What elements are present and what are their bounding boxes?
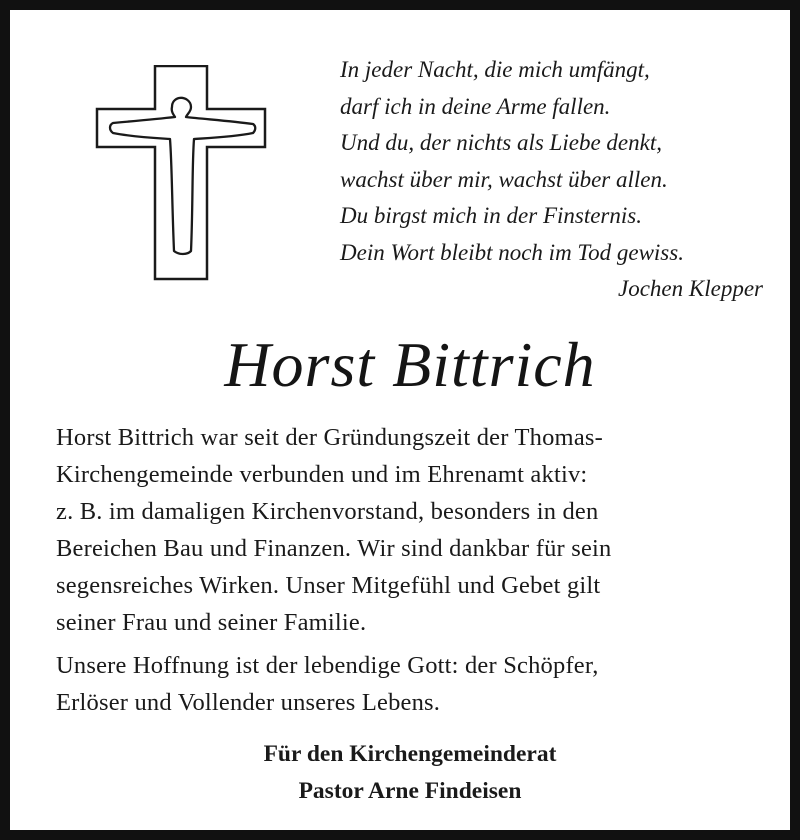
poem-line: Und du, der nichts als Liebe denkt, — [340, 130, 662, 155]
poem-line: darf ich in deine Arme fallen. — [340, 93, 611, 119]
poem-line: wachst über mir, wachst über allen. — [340, 166, 668, 192]
text-line: segensreiches Wirken. Unser Mitgefühl und Gebet gilt — [56, 572, 601, 599]
text-line: z. B. im damaligen Kirchenvorstand, besonders in den — [56, 498, 599, 525]
poem-author: Jochen Klepper — [618, 276, 763, 301]
deceased-name: Horst Bittrich — [224, 329, 596, 400]
obituary-text — [56, 419, 768, 727]
signature-name: Pastor Arne Findeisen — [298, 778, 522, 804]
poem-line: In jeder Nacht, die mich umfängt, — [340, 57, 650, 82]
poem-line: Du birgst mich in der Finsternis. — [340, 203, 642, 228]
text-line: Kirchengemeinde verbunden und im Ehrenamt aktiv: — [56, 461, 588, 488]
poem — [340, 52, 765, 308]
poem-line: Dein Wort bleibt noch im Tod gewiss. — [340, 239, 684, 265]
text-line: Erlöser und Vollender unseres Lebens. — [56, 689, 441, 716]
paragraph-2 — [56, 647, 768, 721]
signature-organization: Für den Kirchengemeinderat — [263, 741, 557, 767]
paragraph-1 — [56, 419, 768, 641]
crucifix-icon — [95, 65, 267, 281]
text-line: Unsere Hoffnung ist der lebendige Gott: der Schöpfer, — [56, 652, 599, 679]
text-line: Horst Bittrich war seit der Gründungszeit der Thomas- — [56, 424, 603, 451]
signature — [10, 736, 800, 810]
text-line: seiner Frau und seiner Familie. — [56, 609, 367, 636]
text-line: Bereichen Bau und Finanzen. Wir sind dankbar für sein — [56, 535, 612, 562]
